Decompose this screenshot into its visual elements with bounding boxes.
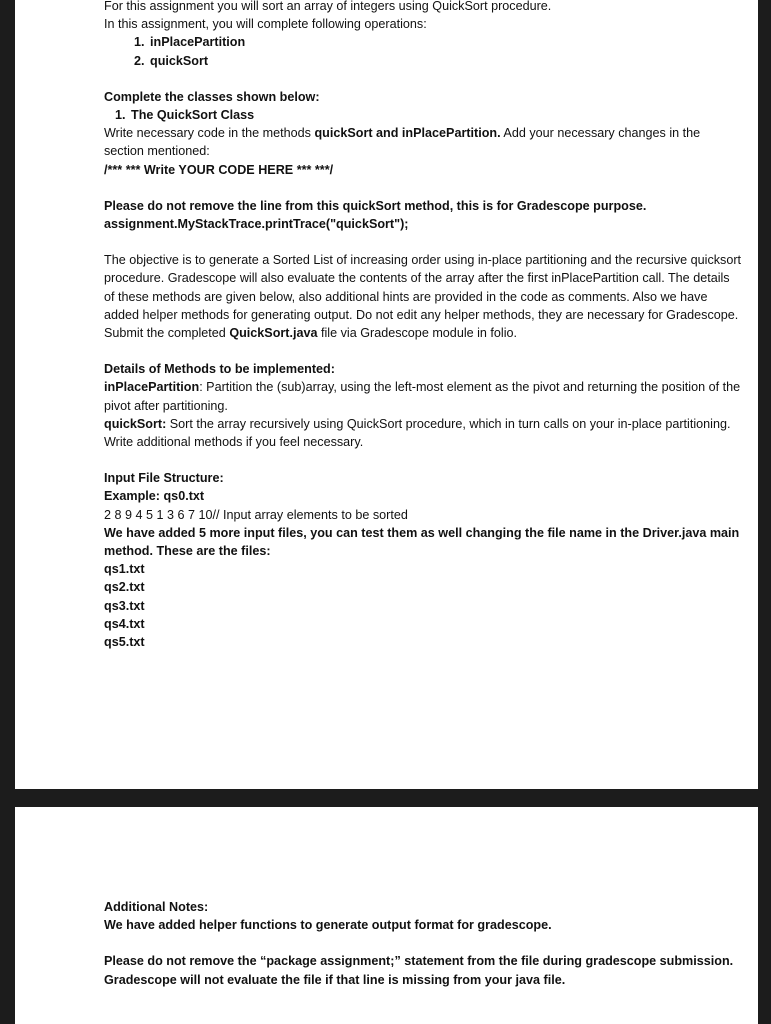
- intro-line-2: In this assignment, you will complete following operations:: [104, 17, 427, 32]
- inplacepartition-description: inPlacePartition: Partition the (sub)array, using the left-most element as the pivot and returning the position of the pivot after partitioning.: [104, 380, 741, 413]
- objective-paragraph: The objective is to generate a Sorted List of increasing order using in-place partitioning and the recursive quicksort procedure. Gradescope will also evaluate the contents of the array after the first inPlacePartition call. The details of these methods are given below, also additional hints are provided in the code as comments. Also we have added helper methods for generating output. Do not edit any helper methods, they are necessary for Gradescope. Submit the completed QuickSort.java file via Gradescope module in folio.: [104, 253, 742, 341]
- code-marker: /*** *** Write YOUR CODE HERE *** ***/: [104, 162, 334, 177]
- complete-heading: Complete the classes shown below:: [104, 89, 320, 104]
- notes-heading: Additional Notes:: [104, 900, 209, 914]
- document-page-2: [15, 807, 758, 1024]
- file-name: qs2.txt: [104, 580, 145, 595]
- class-item: 1. The QuickSort Class: [129, 106, 742, 124]
- file-name: qs4.txt: [104, 616, 145, 631]
- example-label: Example: qs0.txt: [104, 489, 205, 504]
- quicksort-description: quickSort: Sort the array recursively using QuickSort procedure, which in turn calls on your in-place partitioning. Write additional methods if you feel necessary.: [104, 416, 731, 450]
- operations-list: [104, 33, 742, 69]
- file-name: qs1.txt: [104, 562, 145, 577]
- document-page-1: [15, 0, 758, 789]
- file-name: qs5.txt: [104, 635, 145, 650]
- file-name: qs3.txt: [104, 598, 145, 613]
- operation-item: 2. quickSort: [148, 52, 742, 70]
- trace-line: assignment.MyStackTrace.printTrace("quickSort");: [104, 217, 409, 232]
- notes-line: We have added helper functions to generate output format for gradescope.: [104, 918, 552, 933]
- operation-item: 1. inPlacePartition: [148, 33, 742, 51]
- details-heading: Details of Methods to be implemented:: [104, 362, 335, 377]
- example-line: 2 8 9 4 5 1 3 6 7 10// Input array elements to be sorted: [104, 507, 408, 522]
- package-note: Please do not remove the “package assignment;” statement from the file during gradescope submission. Gradescope will not evaluate the file if that line is missing from your java file.: [104, 954, 734, 987]
- write-instructions: Write necessary code in the methods quickSort and inPlacePartition. Add your necessary changes in the section mentioned:: [104, 126, 701, 159]
- more-files-note: We have added 5 more input files, you can test them as well changing the file name in the Driver.java main method. These are the files:: [104, 525, 740, 559]
- input-heading: Input File Structure:: [104, 471, 224, 486]
- intro-line-1: For this assignment you will sort an array of integers using QuickSort procedure.: [104, 0, 552, 13]
- class-list: [104, 106, 742, 124]
- do-not-remove-note: Please do not remove the line from this quickSort method, this is for Gradescope purpose.: [104, 198, 647, 213]
